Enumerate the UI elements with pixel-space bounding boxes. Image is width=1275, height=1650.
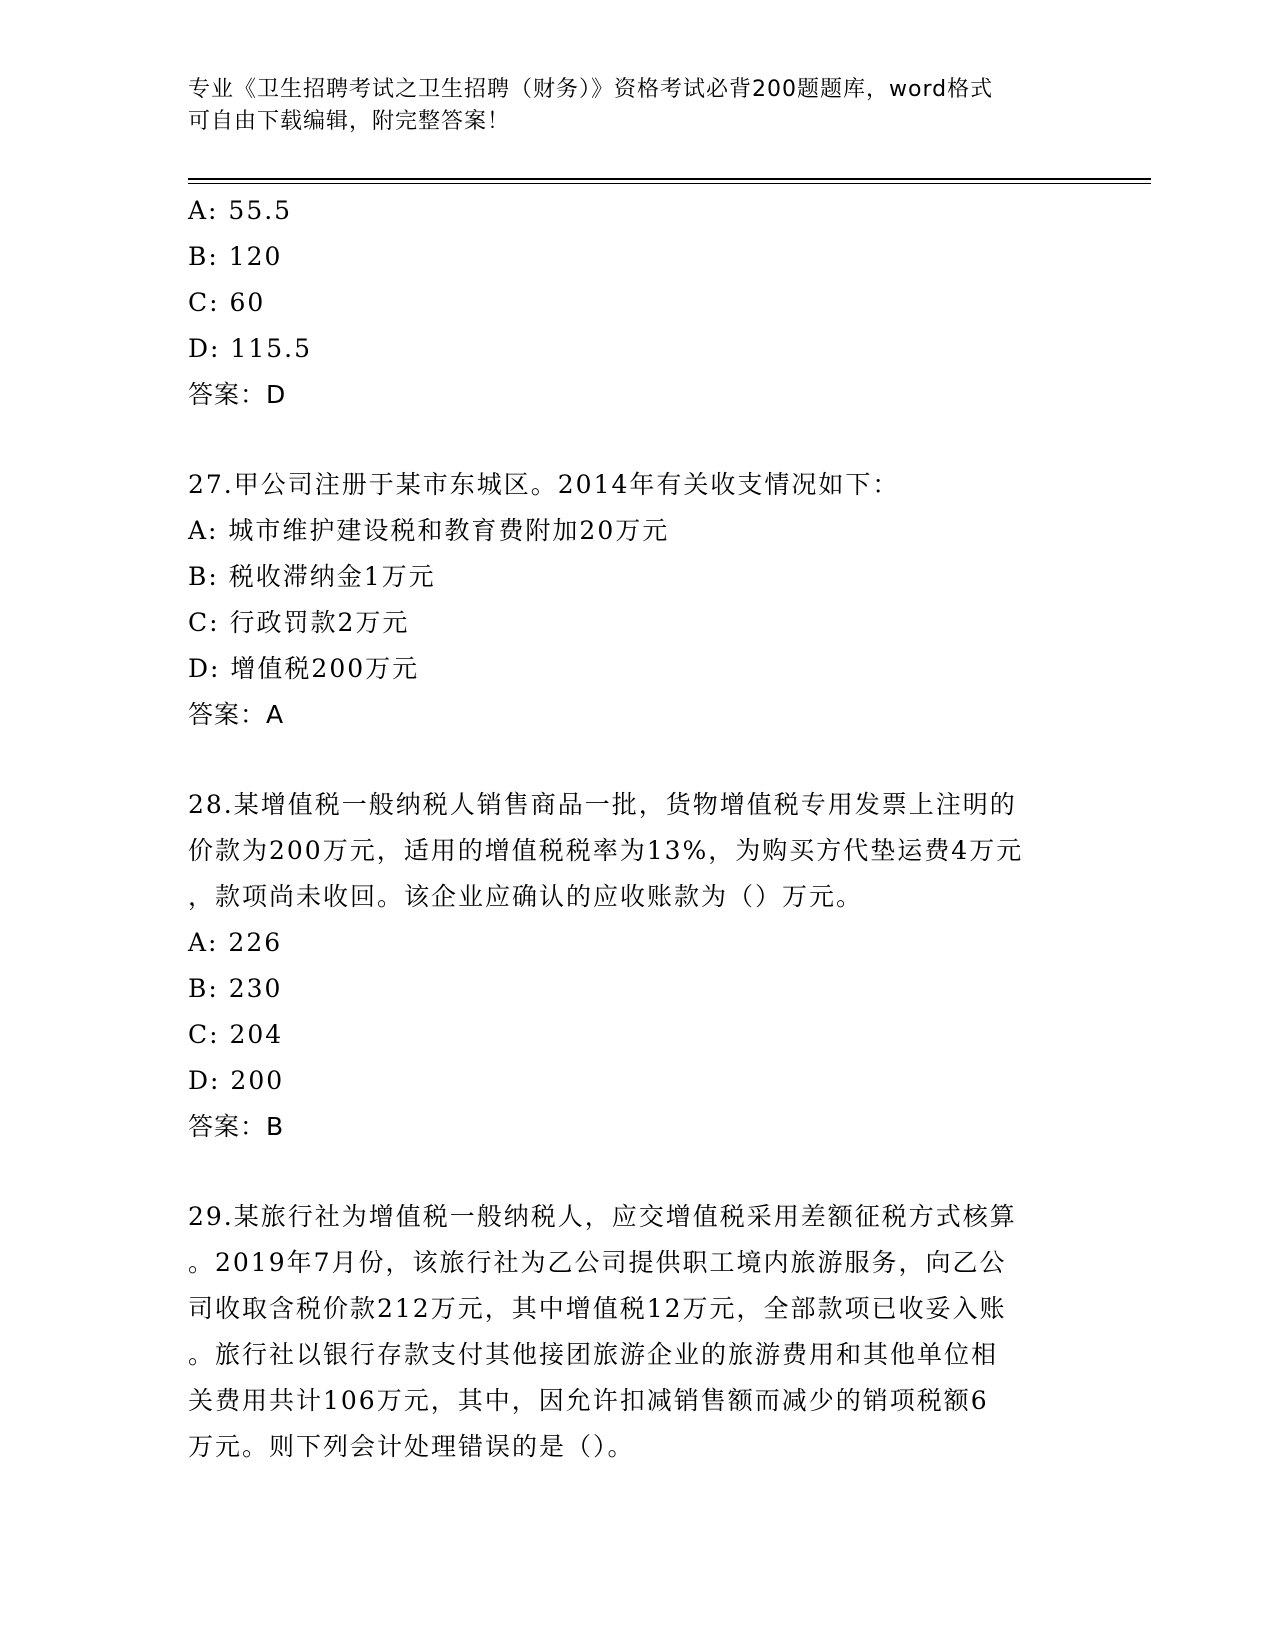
question-29 (188, 1194, 1088, 1470)
header-rule-thick (188, 178, 1151, 180)
header-line-1: 专业《卫生招聘考试之卫生招聘（财务）》资格考试必背200题题库，word格式 (188, 77, 994, 102)
question-stem: 27.甲公司注册于某市东城区。2014年有关收支情况如下： (188, 470, 900, 499)
question-stem-line: 关费用共计106万元，其中，因允许扣减销售额而减少的销项税额6 (188, 1386, 989, 1415)
option-b: B: 税收滞纳金1万元 (188, 562, 436, 591)
option-a: A: 城市维护建设税和教育费附加20万元 (188, 516, 670, 545)
option-b: B: 230 (188, 974, 283, 1003)
option-c: C: 60 (188, 288, 266, 317)
option-d: D: 增值税200万元 (188, 654, 420, 683)
option-d: D: 115.5 (188, 334, 312, 363)
question-27 (188, 462, 1088, 738)
option-c: C: 行政罚款2万元 (188, 608, 410, 637)
question-content (188, 188, 1088, 1470)
option-a: A: 55.5 (188, 196, 293, 225)
header-rule-thin (188, 183, 1151, 184)
question-stem-line: 价款为200万元，适用的增值税税率为13%，为购买方代垫运费4万元 (188, 836, 1024, 865)
question-stem-line: ，款项尚未收回。该企业应确认的应收账款为（）万元。 (188, 882, 864, 911)
answer: 答案：B (188, 1112, 285, 1141)
question-stem-line: 29.某旅行社为增值税一般纳税人，应交增值税采用差额征税方式核算 (188, 1202, 1017, 1231)
answer: 答案：D (188, 380, 287, 409)
document-header (188, 74, 1088, 138)
question-26 (188, 188, 1088, 418)
question-stem-line: 万元。则下列会计处理错误的是（）。 (188, 1432, 635, 1461)
question-stem-line: 28.某增值税一般纳税人销售商品一批，货物增值税专用发票上注明的 (188, 790, 1017, 819)
option-b: B: 120 (188, 242, 283, 271)
option-c: C: 204 (188, 1020, 284, 1049)
option-a: A: 226 (188, 928, 283, 957)
header-line-2: 可自由下载编辑，附完整答案！ (188, 109, 511, 134)
question-stem-line: 司收取含税价款212万元，其中增值税12万元，全部款项已收妥入账 (188, 1294, 1007, 1323)
question-stem-line: 。旅行社以银行存款支付其他接团旅游企业的旅游费用和其他单位相 (188, 1340, 999, 1369)
question-28 (188, 782, 1088, 1150)
answer: 答案：A (188, 700, 285, 729)
question-stem-line: 。2019年7月份，该旅行社为乙公司提供职工境内旅游服务，向乙公 (188, 1248, 1007, 1277)
option-d: D: 200 (188, 1066, 285, 1095)
